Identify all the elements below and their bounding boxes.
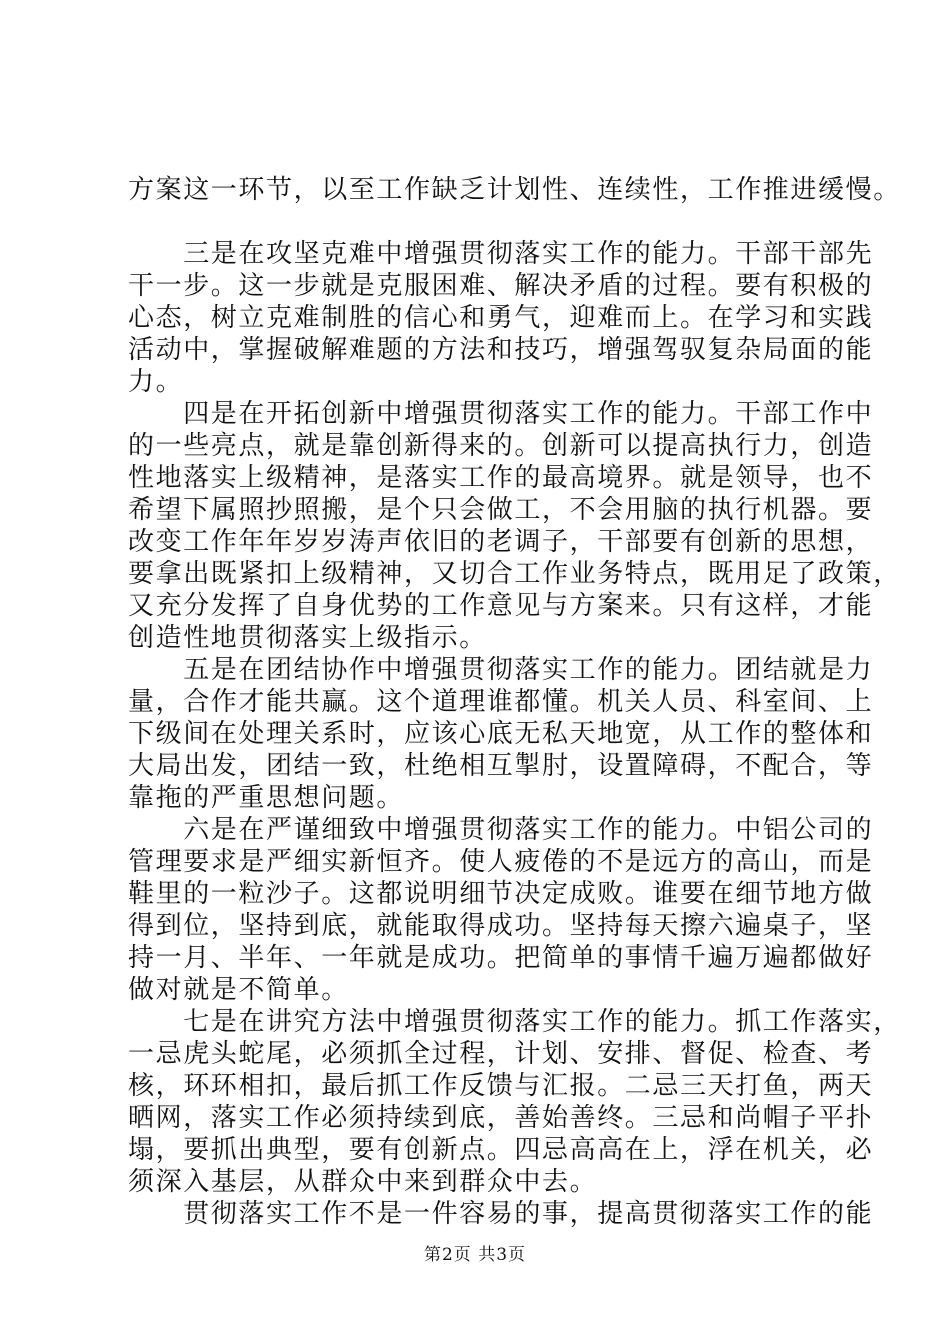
text-line: 一忌虎头蛇尾，必须抓全过程，计划、安排、督促、检查、考: [128, 1039, 874, 1069]
paragraph-start-line: 三是在攻坚克难中增强贯彻落实工作的能力。干部干部先: [128, 239, 874, 269]
text-line: 持一月、半年、一年就是成功。把简单的事情千遍万遍都做好: [128, 943, 874, 973]
paragraph-start-line: 七是在讲究方法中增强贯彻落实工作的能力。抓工作落实，: [128, 1007, 901, 1037]
text-line: 大局出发，团结一致，杜绝相互掣肘，设置障碍，不配合，等: [128, 751, 874, 781]
text-line: 得到位，坚持到底，就能取得成功。坚持每天擦六遍桌子，坚: [128, 911, 874, 941]
text-line: 创造性地贯彻落实上级指示。: [128, 623, 487, 653]
text-line: 的一些亮点，就是靠创新得来的。创新可以提高执行力，创造: [128, 431, 874, 461]
text-line: 又充分发挥了自身优势的工作意见与方案来。只有这样，才能: [128, 591, 874, 621]
text-line: 量，合作才能共赢。这个道理谁都懂。机关人员、科室间、上: [128, 687, 874, 717]
text-line: 希望下属照抄照搬，是个只会做工，不会用脑的执行机器。要: [128, 495, 874, 525]
text-line: 核，环环相扣，最后抓工作反馈与汇报。二忌三天打鱼，两天: [128, 1071, 874, 1101]
text-line: 心态，树立克难制胜的信心和勇气，迎难而上。在学习和实践: [128, 303, 874, 333]
text-line: 活动中，掌握破解难题的方法和技巧，增强驾驭复杂局面的能: [128, 335, 874, 365]
paragraph-start-line: 贯彻落实工作不是一件容易的事，提高贯彻落实工作的能: [128, 1199, 874, 1229]
paragraph-start-line: 六是在严谨细致中增强贯彻落实工作的能力。中铝公司的: [128, 815, 874, 845]
text-line: 鞋里的一粒沙子。这都说明细节决定成败。谁要在细节地方做: [128, 879, 874, 909]
text-line: 做对就是不简单。: [128, 975, 349, 1005]
text-line: 晒网，落实工作必须持续到底，善始善终。三忌和尚帽子平扑: [128, 1103, 874, 1133]
text-line: 干一步。这一步就是克服困难、解决矛盾的过程。要有积极的: [128, 271, 874, 301]
text-line: 方案这一环节，以至工作缺乏计划性、连续性，工作推进缓慢。: [128, 175, 901, 205]
text-line: 须深入基层，从群众中来到群众中去。: [128, 1167, 598, 1197]
page-number-footer: 第2页 共3页: [423, 1245, 527, 1265]
text-line: 要拿出既紧扣上级精神，又切合工作业务特点，既用足了政策，: [128, 559, 901, 589]
paragraph-start-line: 四是在开拓创新中增强贯彻落实工作的能力。干部工作中: [128, 399, 874, 429]
paragraph-start-line: 五是在团结协作中增强贯彻落实工作的能力。团结就是力: [128, 655, 874, 685]
text-line: 性地落实上级精神，是落实工作的最高境界。就是领导，也不: [128, 463, 874, 493]
text-line: 塌，要抓出典型，要有创新点。四忌高高在上，浮在机关，必: [128, 1135, 874, 1165]
text-line: 力。: [128, 367, 184, 397]
text-line: 改变工作年年岁岁涛声依旧的老调子，干部要有创新的思想，: [128, 527, 874, 557]
text-line: 靠拖的严重思想问题。: [128, 783, 405, 813]
text-line: 下级间在处理关系时，应该心底无私天地宽，从工作的整体和: [128, 719, 874, 749]
text-line: 管理要求是严细实新恒齐。使人疲倦的不是远方的高山，而是: [128, 847, 874, 877]
